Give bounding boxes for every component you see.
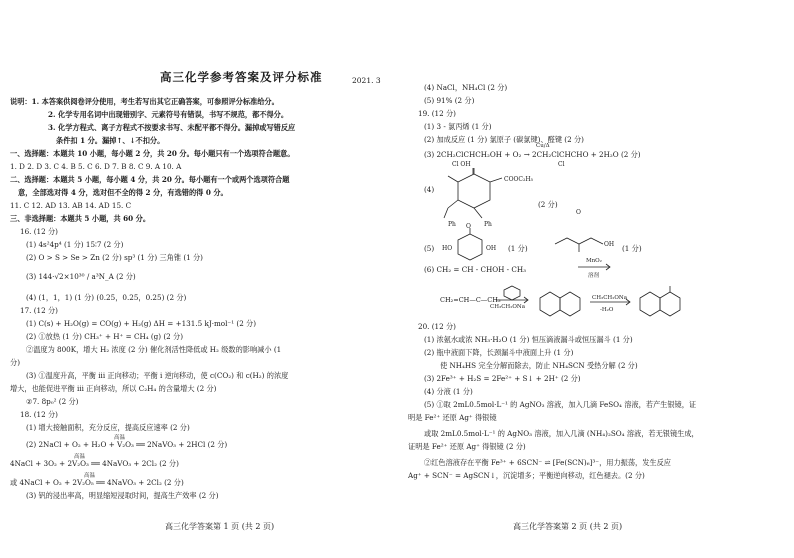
condition-label: 高温 — [84, 473, 96, 479]
answer-line: (3) 2CH₂ClCHCH₂OH + O₂ → 2CH₂ClCHCHO + 2H₂O (2 分) — [424, 150, 641, 159]
answer-line: 明是 Fe²⁺ 还原 Ag⁺ 得银镜 — [408, 413, 497, 422]
answer-line: (1) 4s²4p⁴ (1 分) 15∶7 (2 分) — [26, 240, 124, 249]
answer-line: (4) 分液 (1 分) — [424, 387, 473, 396]
substituent-label: Cl — [558, 161, 565, 168]
atom-label: HO — [442, 245, 453, 252]
atom-label: OH — [604, 241, 615, 248]
answer-line: (1) 3 - 氯丙烯 (1 分) — [424, 122, 492, 131]
condition-label: 高温 — [74, 454, 86, 460]
answer-row: 1. D 2. D 3. C 4. B 5. C 6. D 7. B 8. C 9. A 10. A — [10, 162, 182, 171]
atom-label: O — [466, 223, 471, 230]
section-title: 一、选择题：本题共 10 小题，每小题 2 分，共 20 分。每小题只有一个选项符合题意。 — [10, 149, 295, 158]
page-footer: 高三化学答案第 1 页 (共 2 页) — [165, 522, 275, 531]
document-date: 2021. 3 — [352, 76, 381, 85]
answer-line: (2) 瓶中液面下降，长颈漏斗中液面上升 (1 分) — [424, 348, 574, 357]
answer-line: (5) 91% (2 分) — [424, 96, 475, 105]
answer-line: 17. (12 分) — [20, 306, 58, 315]
reagent-label: MnO₂ — [586, 258, 602, 264]
condition-label: 溶剂 — [588, 273, 600, 279]
atom-label: O — [576, 209, 581, 216]
answer-line: (2) 2NaCl + O₂ + H₂O + V₂O₃ ══ 2NaVO₃ + 2HCl (2 分) — [26, 440, 228, 449]
answer-line: (3) 144·√2×10³⁰ / a³N_A (2 分) — [26, 272, 136, 281]
page-footer: 高三化学答案第 2 页 (共 2 页) — [513, 522, 623, 531]
note-line: 2. 化学专用名词中出现错别字、元素符号有错误，书写不规范，都不得分。 — [48, 110, 289, 119]
answer-line: (3) 钒的浸出率高，明显缩短浸取时间，提高生产效率 (2 分) — [26, 491, 219, 500]
answer-line: (2) ①放热 (1 分) CH₃⁺ + H⁺ = CH₄ (g) (2 分) — [26, 332, 184, 341]
answer-line: (2) O > S > Se > Zn (2 分) sp³ (1 分) 三角锥 (1 分) — [26, 253, 203, 262]
answer-line: 增大，也能促进平衡 iii 正向移动，所以 C₂H₄ 的含量增大 (2 分) — [10, 384, 217, 393]
score-label: (1 分) — [622, 244, 642, 253]
answer-line: 分) — [10, 358, 20, 367]
reaction-arrow — [578, 262, 614, 272]
question-label: (4) — [424, 185, 435, 194]
substituent-label: COOC₂H₅ — [504, 176, 534, 183]
reagent-label: CH₃CH₂ONa — [490, 304, 526, 310]
score-label: (1 分) — [508, 244, 528, 253]
score-label: (2 分) — [538, 200, 558, 209]
answer-line: (3) 2Fe³⁺ + H₂S = 2Fe²⁺ + S↓ + 2H⁺ (2 分) — [424, 374, 581, 383]
left-page — [10, 0, 390, 558]
substituent-label: Ph — [484, 221, 492, 228]
atom-label: OH — [486, 245, 497, 252]
answer-line: 证明是 Fe²⁺ 还原 Ag⁺ 得银镜 (2 分) — [408, 442, 526, 451]
answer-line: (1) 浓氨水或浓 NH₃·H₂O (1 分) 恒压滴液漏斗或恒压漏斗 (1 分) — [424, 335, 633, 344]
reagent-label: CH₃CH₂ONa — [592, 295, 628, 301]
answer-line: 4NaCl + 3O₂ + 2V₂O₃ ══ 4NaVO₃ + 2Cl₂ (2 分) — [10, 459, 179, 468]
answer-line: (1) C(s) + H₂O(g) = CO(g) + H₂(g) ΔH = +131.5 kJ·mol⁻¹ (2 分) — [26, 319, 257, 328]
q6-synthesis-route-diagram — [490, 284, 790, 324]
answer-line: (2) 加成反应 (1 分) 氯原子 (碳氯键)、醛键 (2 分) — [424, 135, 584, 144]
condition-label: -H₂O — [600, 307, 614, 313]
answer-line: (4) NaCl，NH₄Cl (2 分) — [424, 83, 508, 92]
note-line: 条件扣 1 分。漏掉↑、↓不扣分。 — [56, 136, 165, 145]
note-line: 说明：1. 本答案供阅卷评分使用，考生若写出其它正确答案，可参照评分标准给分。 — [10, 97, 279, 106]
condition-label: 高温 — [114, 435, 126, 441]
answer-line: (4) (1，1，1) (1 分) (0.25，0.25，0.25) (2 分) — [26, 293, 187, 302]
answer-row: 11. C 12. AD 13. AB 14. AD 15. C — [10, 201, 132, 210]
section-title: 意，全部选对得 4 分，选对但不全的得 2 分，有选错的得 0 分。 — [18, 188, 228, 197]
question-label: (5) — [424, 244, 435, 253]
document-title: 高三化学参考答案及评分标准 — [160, 70, 323, 84]
answer-line: 或 4NaCl + O₂ + 2V₂O₅ ══ 4NaVO₃ + 2Cl₂ (2 分) — [10, 478, 184, 487]
substituent-label: Ph — [448, 221, 456, 228]
answer-line: 20. (12 分) — [418, 322, 456, 331]
section-title: 二、选择题：本题共 5 小题，每小题 4 分，共 20 分。每小题有一个或两个选项符合题 — [10, 175, 290, 184]
right-page — [408, 0, 788, 558]
answer-line: 或取 2mL0.5mol·L⁻¹ 的 AgNO₃ 溶液，加入几滴 (NH₄)₂SO₄ 溶液，若无银镜生成， — [424, 429, 699, 438]
answer-line: (6) CH₂ = CH - CHOH - CH₃ — [424, 265, 527, 274]
condition-label: Cu/Δ — [536, 143, 550, 149]
answer-line: ②红色溶液存在平衡 Fe³⁺ + 6SCN⁻ ⇌ [Fe(SCN)₆]³⁻，用力振荡，发生反应 — [424, 458, 671, 467]
answer-line: 19. (12 分) — [418, 109, 456, 118]
answer-line: 16. (12 分) — [20, 227, 58, 236]
substituent-label: Cl OH — [452, 161, 471, 168]
answer-line: (1) 增大接触面积，充分反应，提高反应速率 (2 分) — [26, 423, 190, 432]
answer-line: (5) ①取 2mL0.5mol·L⁻¹ 的 AgNO₃ 溶液，加入几滴 FeSO₄ 溶液，若产生银镜，证 — [424, 400, 697, 409]
answer-line: ②温度为 800K，增大 H₂ 浓度 (2 分) 催化剂活性降低或 H₂ 级数的影响减小 (1 — [26, 345, 282, 354]
q4-structure-diagram — [438, 168, 558, 228]
answer-line: Ag⁺ + SCN⁻ = AgSCN↓，沉淀增多；平衡逆向移动，红色褪去。(2 分) — [408, 471, 645, 480]
note-line: 3. 化学方程式、离子方程式不按要求书写、未配平都不得分。漏掉或写错反应 — [48, 123, 296, 132]
answer-line: ②7. 8p₀² (2 分) — [26, 397, 79, 406]
answer-line: 使 NH₄HS 完全分解而除去，防止 NH₄SCN 受热分解 (2 分) — [440, 361, 638, 370]
answer-line: (3) ①温度升高，平衡 iii 正向移动；平衡 i 逆向移动，使 c(CO₂) 和 c(H₂) 的浓度 — [26, 371, 289, 380]
section-title: 三、非选择题：本题共 5 小题，共 60 分。 — [10, 214, 151, 223]
answer-line: 18. (12 分) — [20, 410, 58, 419]
chain-formula: CH₂=CH—C—CH₃ — [440, 296, 501, 304]
